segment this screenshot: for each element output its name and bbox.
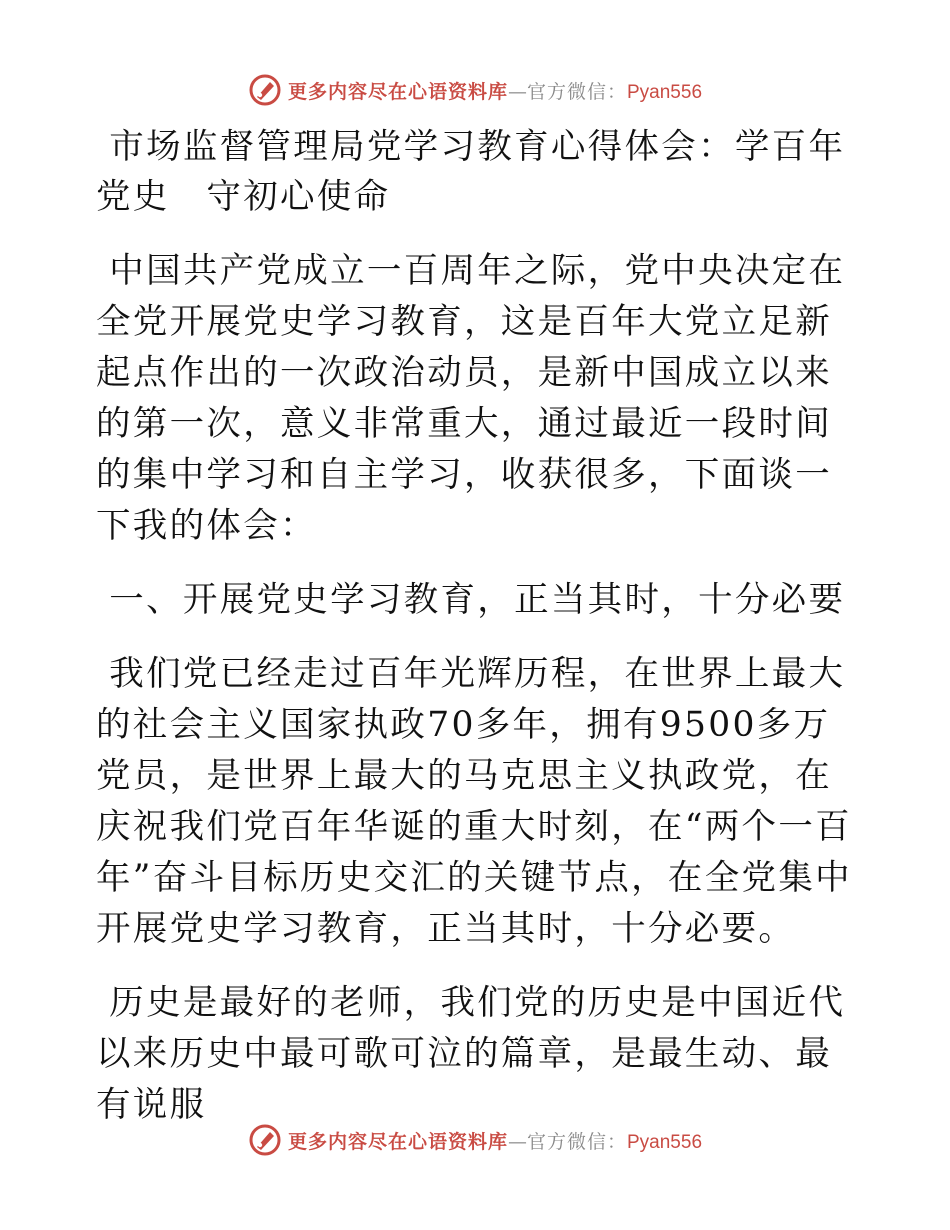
watermark-banner-bottom xyxy=(0,1120,950,1160)
document-body xyxy=(96,122,856,1154)
section-heading-1: 一、开展党史学习教育，正当其时，十分必要 xyxy=(96,580,846,620)
watermark-separator: — xyxy=(507,80,527,103)
pen-nib-logo xyxy=(248,1123,282,1157)
watermark-wechat-id: Pyan556 xyxy=(627,81,703,103)
watermark-main-text: 更多内容尽在心语资料库 xyxy=(287,1130,508,1153)
watermark-secondary-text: 官方微信： xyxy=(526,80,627,103)
pen-nib-logo xyxy=(248,73,282,107)
watermark-separator: — xyxy=(507,1130,527,1153)
watermark-main-text: 更多内容尽在心语资料库 xyxy=(287,80,508,103)
paragraph-intro: 中国共产党成立一百周年之际，党中央决定在全党开展党史学习教育，这是百年大党立足新起点作出的一次政治动员，是新中国成立以来的第一次，意义非常重大，通过最近一段时间的集中学习和自主学习，收获很多，下面谈一下我的体会： xyxy=(96,251,846,546)
watermark-banner-top xyxy=(0,70,950,110)
paragraph-history: 历史是最好的老师，我们党的历史是中国近代以来历史中最可歌可泣的篇章，是最生动、最有说服 xyxy=(96,983,846,1125)
watermark-wechat-id: Pyan556 xyxy=(627,1131,703,1153)
watermark-text xyxy=(288,1127,702,1154)
paragraph-section-1: 我们党已经走过百年光辉历程，在世界上最大的社会主义国家执政70多年，拥有9500多万党员，是世界上最大的马克思主义执政党，在庆祝我们党百年华诞的重大时刻，在“两个一百年”奋斗目标历史交汇的关键节点，在全党集中开展党史学习教育，正当其时，十分必要。 xyxy=(96,654,852,949)
document-title: 市场监督管理局党学习教育心得体会：学百年党史 守初心使命 xyxy=(96,127,846,217)
watermark-secondary-text: 官方微信： xyxy=(526,1130,627,1153)
watermark-text xyxy=(288,77,702,104)
